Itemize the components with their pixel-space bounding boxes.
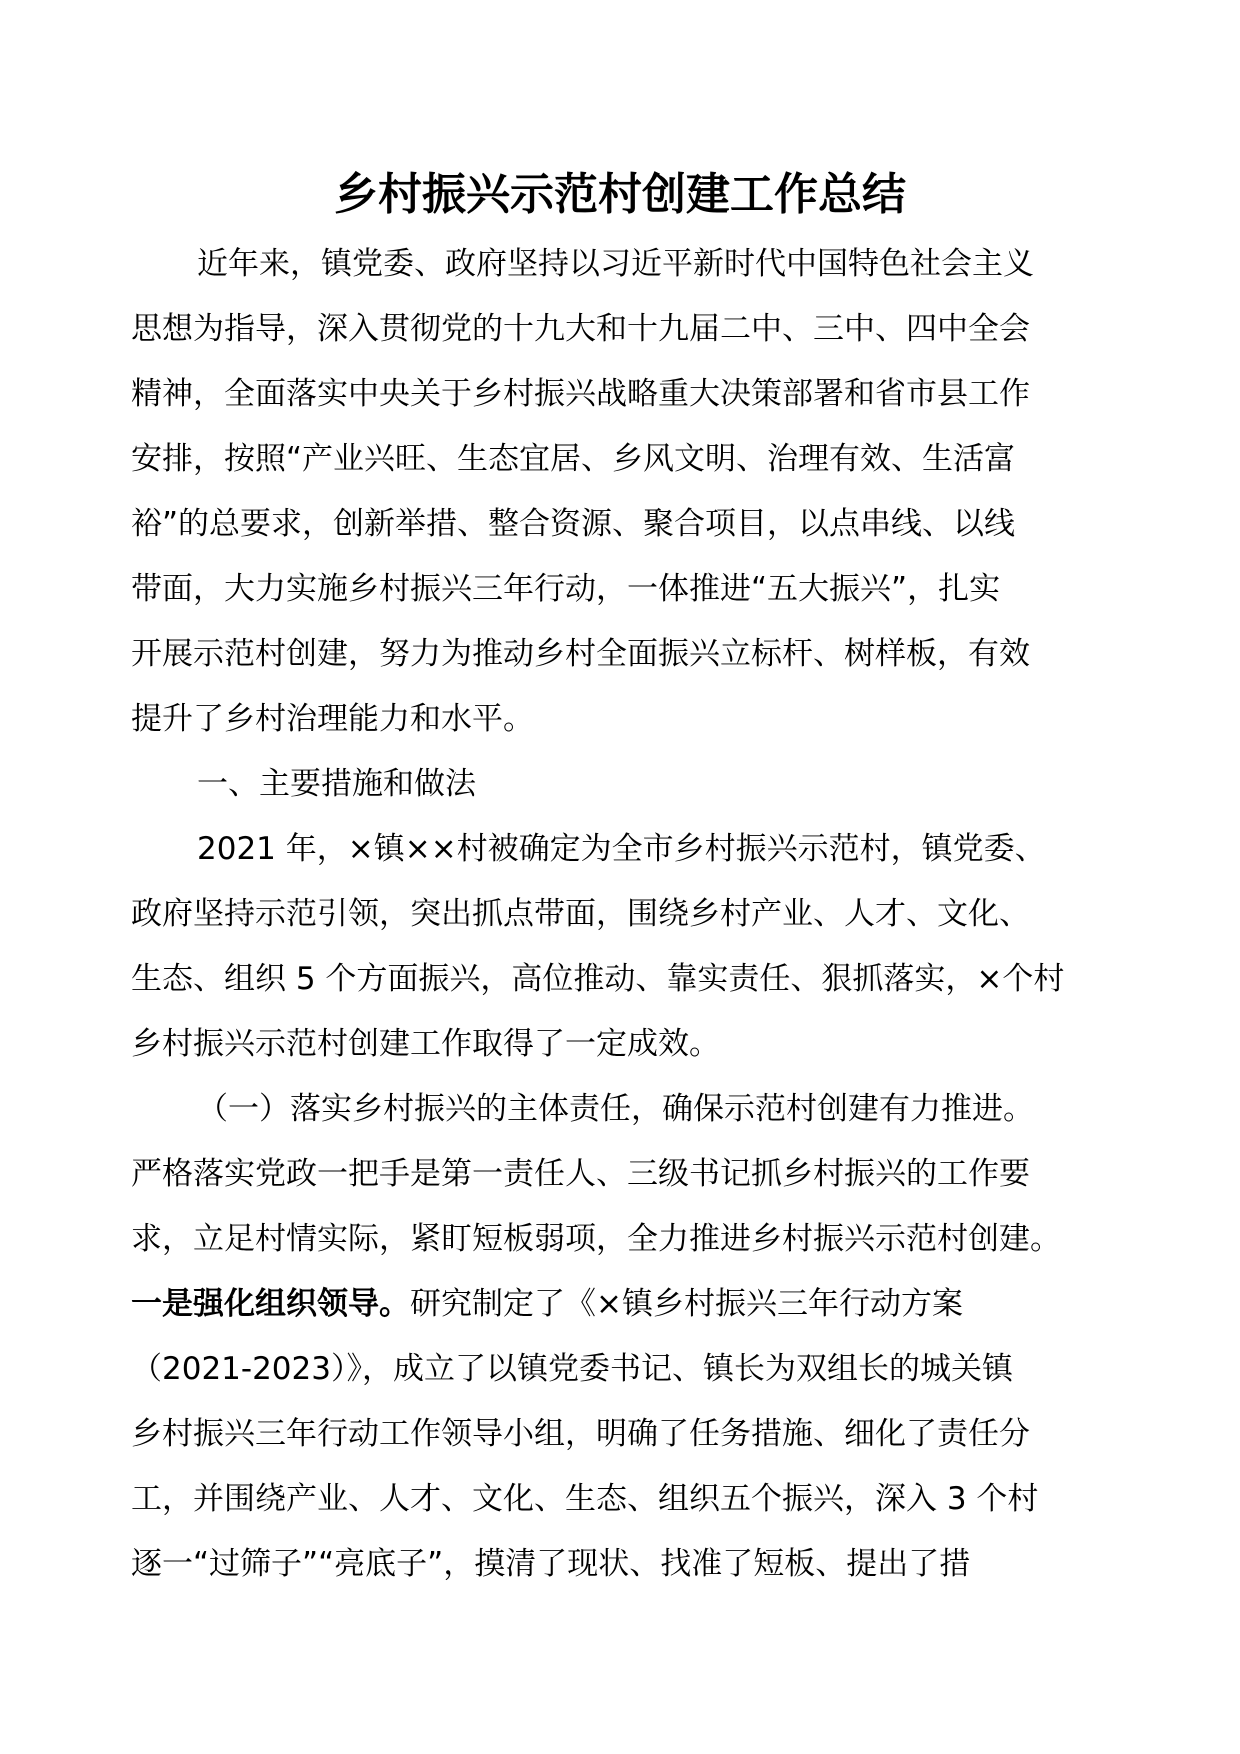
subsection-heading: （一）落实乡村振兴的主体责任，确保示范村创建有力推进。 [197, 1091, 1034, 1127]
section-heading: 一、主要措施和做法 [197, 766, 476, 802]
paragraph-line: 生态、组织 5 个方面振兴，高位推动、靠实责任、狠抓落实，×个村 [131, 961, 1065, 997]
paragraph-line: 乡村振兴三年行动工作领导小组，明确了任务措施、细化了责任分 [131, 1416, 1030, 1452]
paragraph-line: 政府坚持示范引领，突出抓点带面，围绕乡村产业、人才、文化、 [131, 896, 1030, 932]
paragraph-line: 工，并围绕产业、人才、文化、生态、组织五个振兴，深入 3 个村 [131, 1481, 1039, 1517]
document-body [131, 232, 1115, 1597]
paragraph-line: 裕”的总要求，创新举措、整合资源、聚合项目，以点串线、以线 [131, 506, 1016, 542]
paragraph-line: 乡村振兴示范村创建工作取得了一定成效。 [131, 1026, 720, 1062]
paragraph-line: 近年来，镇党委、政府坚持以习近平新时代中国特色社会主义 [197, 246, 1034, 282]
paragraph-line: 2021 年，×镇××村被确定为全市乡村振兴示范村，镇党委、 [197, 831, 1046, 867]
paragraph-line: （2021-2023）》，成立了以镇党委书记、镇长为双组长的城关镇 [131, 1351, 1013, 1387]
lead-in-bold: 一是强化组织领导。 [131, 1286, 410, 1322]
paragraph-line: 思想为指导，深入贯彻党的十九大和十九届二中、三中、四中全会 [131, 311, 1030, 347]
paragraph-line: 逐一“过筛子”“亮底子”，摸清了现状、找准了短板、提出了措 [131, 1546, 971, 1582]
paragraph-line: 带面，大力实施乡村振兴三年行动，一体推进“五大振兴”，扎实 [131, 571, 1001, 607]
paragraph-line: 开展示范村创建，努力为推动乡村全面振兴立标杆、树样板，有效 [131, 636, 1030, 672]
paragraph-line: 严格落实党政一把手是第一责任人、三级书记抓乡村振兴的工作要 [131, 1156, 1030, 1192]
lead-in-continuation: 研究制定了《×镇乡村振兴三年行动方案 [410, 1286, 963, 1322]
page-title: 乡村振兴示范村创建工作总结 [334, 169, 906, 220]
paragraph-line: 精神，全面落实中央关于乡村振兴战略重大决策部署和省市县工作 [131, 376, 1030, 412]
paragraph-line-with-lead [131, 1272, 1115, 1337]
paragraph-line: 提升了乡村治理能力和水平。 [131, 701, 534, 737]
paragraph-line: 求，立足村情实际，紧盯短板弱项，全力推进乡村振兴示范村创建。 [131, 1221, 1061, 1257]
paragraph-line: 安排，按照“产业兴旺、生态宜居、乡风文明、治理有效、生活富 [131, 441, 1016, 477]
